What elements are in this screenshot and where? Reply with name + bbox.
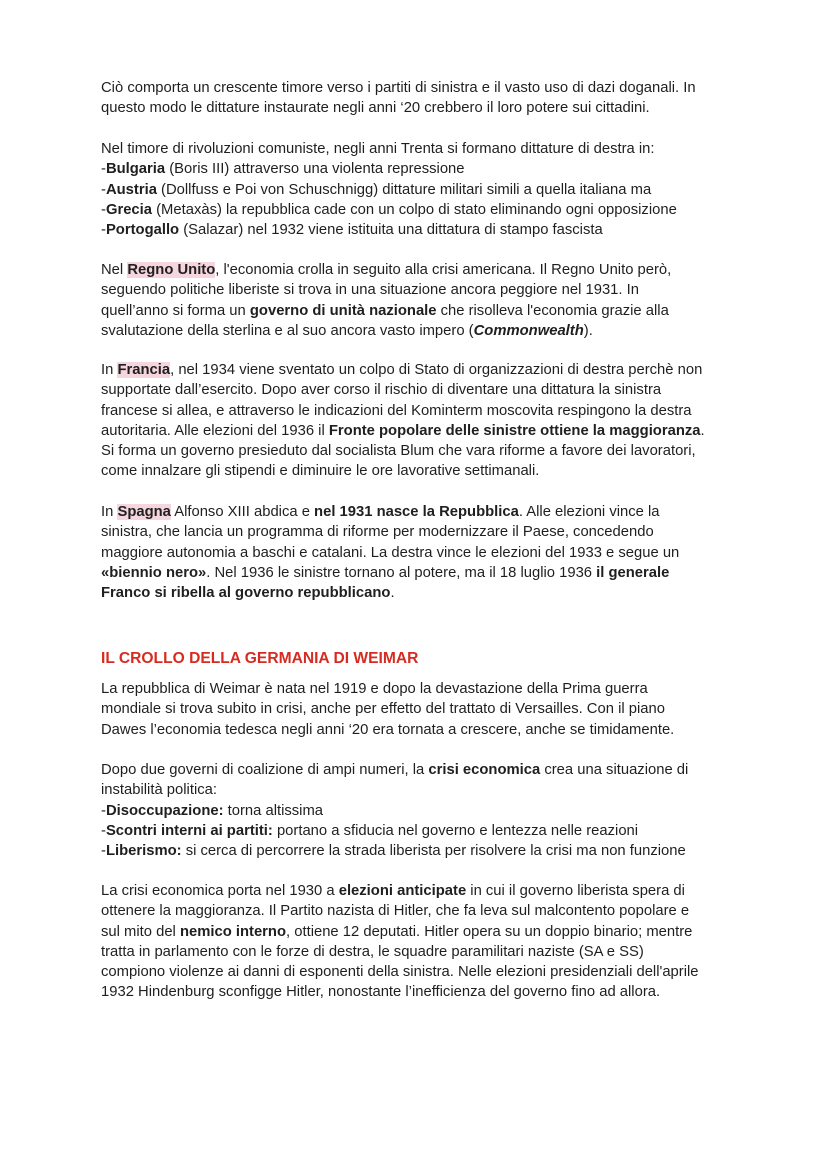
list-term: Scontri interni ai partiti:	[105, 822, 273, 839]
text-line: La repubblica di Weimar è nata nel 1919 e dopo la devastazione della Prima guerra	[101, 681, 648, 697]
list-text: (Boris III) attraverso una violenta repressione	[165, 161, 465, 178]
list-dash: -	[101, 181, 106, 198]
list-text: si cerca di percorrere la strada liberista per risolvere la crisi ma non funzione	[181, 843, 686, 860]
list-text: (Dollfuss e Poi von Schuschnigg) dittature militari simili a quella italiana ma	[156, 181, 652, 198]
text-run: crea una situazione di	[540, 762, 689, 778]
text-run: , ottiene 12 deputati. Hitler opera su un doppio binario; mentre	[286, 923, 693, 940]
paragraph-weimar	[101, 679, 741, 740]
paragraph-elezioni-1930	[101, 881, 741, 1003]
paragraph-dazi	[101, 78, 741, 119]
text-line: francese si allea, e attraverso le indicazioni del Kominterm moscovita respingono la destra	[101, 402, 692, 419]
text-run: , nel 1934 viene sventato un colpo di Stato di organizzazioni di destra perchè non	[170, 362, 703, 378]
list-text: portano a sfiducia nel governo e lentezza nelle reazioni	[272, 822, 639, 839]
bold-text: governo di unità nazionale	[249, 302, 437, 319]
text-line: come innalzare gli stipendi e diminuire le ore lavorative settimanali.	[101, 463, 540, 480]
list-item	[101, 200, 741, 220]
text-run: che risolleva l'economia grazie alla	[436, 302, 669, 319]
highlight-spagna: Spagna	[117, 504, 171, 520]
country-name: Bulgaria	[105, 161, 166, 178]
bold-text: nemico interno	[179, 923, 287, 940]
list-dash: -	[101, 822, 106, 839]
text-run: La crisi economica porta nel 1930 a	[101, 883, 339, 899]
bold-text: «biennio nero»	[101, 564, 207, 581]
text-run: sul mito del	[101, 923, 180, 940]
list-text: (Metaxàs) la repubblica cade con un colpo di stato eliminando ogni opposizione	[152, 201, 677, 218]
paragraph-crisi-economica	[101, 760, 741, 861]
text-line	[101, 321, 741, 341]
section-heading: IL CROLLO DELLA GERMANIA DI WEIMAR	[101, 650, 419, 667]
text-line	[101, 260, 741, 280]
text-run: autoritaria. Alle elezioni del 1936 il	[101, 422, 329, 439]
bold-text: crisi economica	[428, 762, 541, 778]
text-line	[101, 583, 741, 603]
text-run: Nel	[101, 262, 128, 278]
text-line: questo modo le dittature instaurate negli anni ‘20 crebbero il loro potere sui cittadini.	[101, 100, 650, 117]
paragraph-dittature-destra	[101, 139, 741, 240]
highlight-francia: Francia	[117, 362, 171, 378]
text-line	[101, 881, 741, 901]
text-line: mondiale si trova subito in crisi, anche per effetto del trattato di Versailles. Con il piano	[101, 701, 665, 718]
text-run: In	[101, 362, 118, 378]
text-run: quell’anno si forma un	[101, 302, 250, 319]
list-text: (Salazar) nel 1932 viene istituita una dittatura di stampo fascista	[179, 222, 603, 239]
text-line: supportate dall’esercito. Dopo aver corso il rischio di diventare una dittatura la sinistra	[101, 382, 662, 399]
text-run: Dopo due governi di coalizione di ampi numeri, la	[101, 762, 429, 778]
text-line: maggiore autonomia a baschi e catalani. La destra vince le elezioni del 1933 e segue un	[101, 544, 680, 561]
text-line: seguendo politiche liberiste si trova in una situazione ancora peggiore nel 1931. In	[101, 282, 639, 299]
text-line: ottenere la maggioranza. Il Partito nazista di Hitler, che fa leva sul malcontento popolare e	[101, 903, 690, 920]
list-item	[101, 220, 741, 240]
list-item	[101, 801, 741, 821]
list-dash: -	[101, 802, 106, 819]
list-item	[101, 821, 741, 841]
text-line	[101, 421, 741, 441]
highlight-regno-unito: Regno Unito	[127, 262, 216, 278]
text-line	[101, 760, 741, 780]
country-name: Grecia	[105, 201, 153, 218]
text-line: compiono violenze ai danni di esponenti della sinistra. Nelle elezioni presidenziali dell'aprile	[101, 964, 699, 981]
text-line: Nel timore di rivoluzioni comuniste, negli anni Trenta si formano dittature di destra in:	[101, 141, 655, 157]
paragraph-spagna	[101, 502, 741, 603]
country-name: Austria	[105, 181, 157, 198]
text-line	[101, 301, 741, 321]
list-dash: -	[101, 161, 106, 178]
list-item	[101, 180, 741, 200]
text-run: . Nel 1936 le sinistre tornano al potere, ma il 18 luglio 1936	[206, 564, 597, 581]
text-run: In	[101, 504, 118, 520]
list-text: torna altissima	[223, 802, 324, 819]
text-line	[101, 502, 741, 522]
text-line: Si forma un governo presieduto dal socialista Blum che vara riforme a favore dei lavoratori,	[101, 443, 696, 460]
bold-text: il generale	[596, 564, 670, 581]
country-name: Portogallo	[105, 222, 180, 239]
bold-text: elezioni anticipate	[338, 883, 467, 899]
bold-text: Fronte popolare delle sinistre ottiene la maggioranza	[328, 422, 701, 439]
list-item	[101, 159, 741, 179]
text-line: sinistra, che lancia un programma di riforme per modernizzare il Paese, concedendo	[101, 524, 654, 541]
text-run: . Alle elezioni vince la	[518, 504, 660, 520]
text-line	[101, 922, 741, 942]
list-dash: -	[101, 222, 106, 239]
list-dash: -	[101, 843, 106, 860]
text-line: Ciò comporta un crescente timore verso i partiti di sinistra e il vasto uso di dazi doganali. In	[101, 80, 696, 96]
text-run: in cui il governo liberista spera di	[466, 883, 685, 899]
bold-text: Franco si ribella al governo repubblicano	[101, 585, 391, 602]
text-line: instabilità politica:	[101, 782, 217, 799]
text-line: 1932 Hindenburg sconfigge Hitler, nonostante l’inefficienza del governo fino ad allora.	[101, 984, 661, 1001]
list-item	[101, 841, 741, 861]
text-run: .	[390, 585, 395, 602]
paragraph-regno-unito	[101, 260, 741, 341]
list-dash: -	[101, 201, 106, 218]
list-term: Liberismo:	[105, 843, 182, 860]
list-term: Disoccupazione:	[105, 802, 224, 819]
bold-text: nel 1931 nasce la Repubblica	[314, 504, 519, 520]
text-run: .	[700, 422, 705, 439]
bold-italic-text: Commonwealth	[473, 322, 584, 339]
text-run: ).	[583, 322, 593, 339]
text-line	[101, 563, 741, 583]
text-line	[101, 360, 741, 380]
text-line: Dawes l’economia tedesca negli anni ‘20 era tornata a crescere, anche se timidamente.	[101, 721, 675, 738]
text-line: tratta in parlamento con le forze di destra, le squadre paramilitari naziste (SA e SS)	[101, 943, 644, 960]
text-run: Alfonso XIII abdica e	[170, 504, 315, 520]
text-run: , l'economia crolla in seguito alla crisi americana. Il Regno Unito però,	[215, 262, 672, 278]
text-run: svalutazione della sterlina e al suo ancora vasto impero (	[101, 322, 474, 339]
paragraph-francia	[101, 360, 741, 482]
